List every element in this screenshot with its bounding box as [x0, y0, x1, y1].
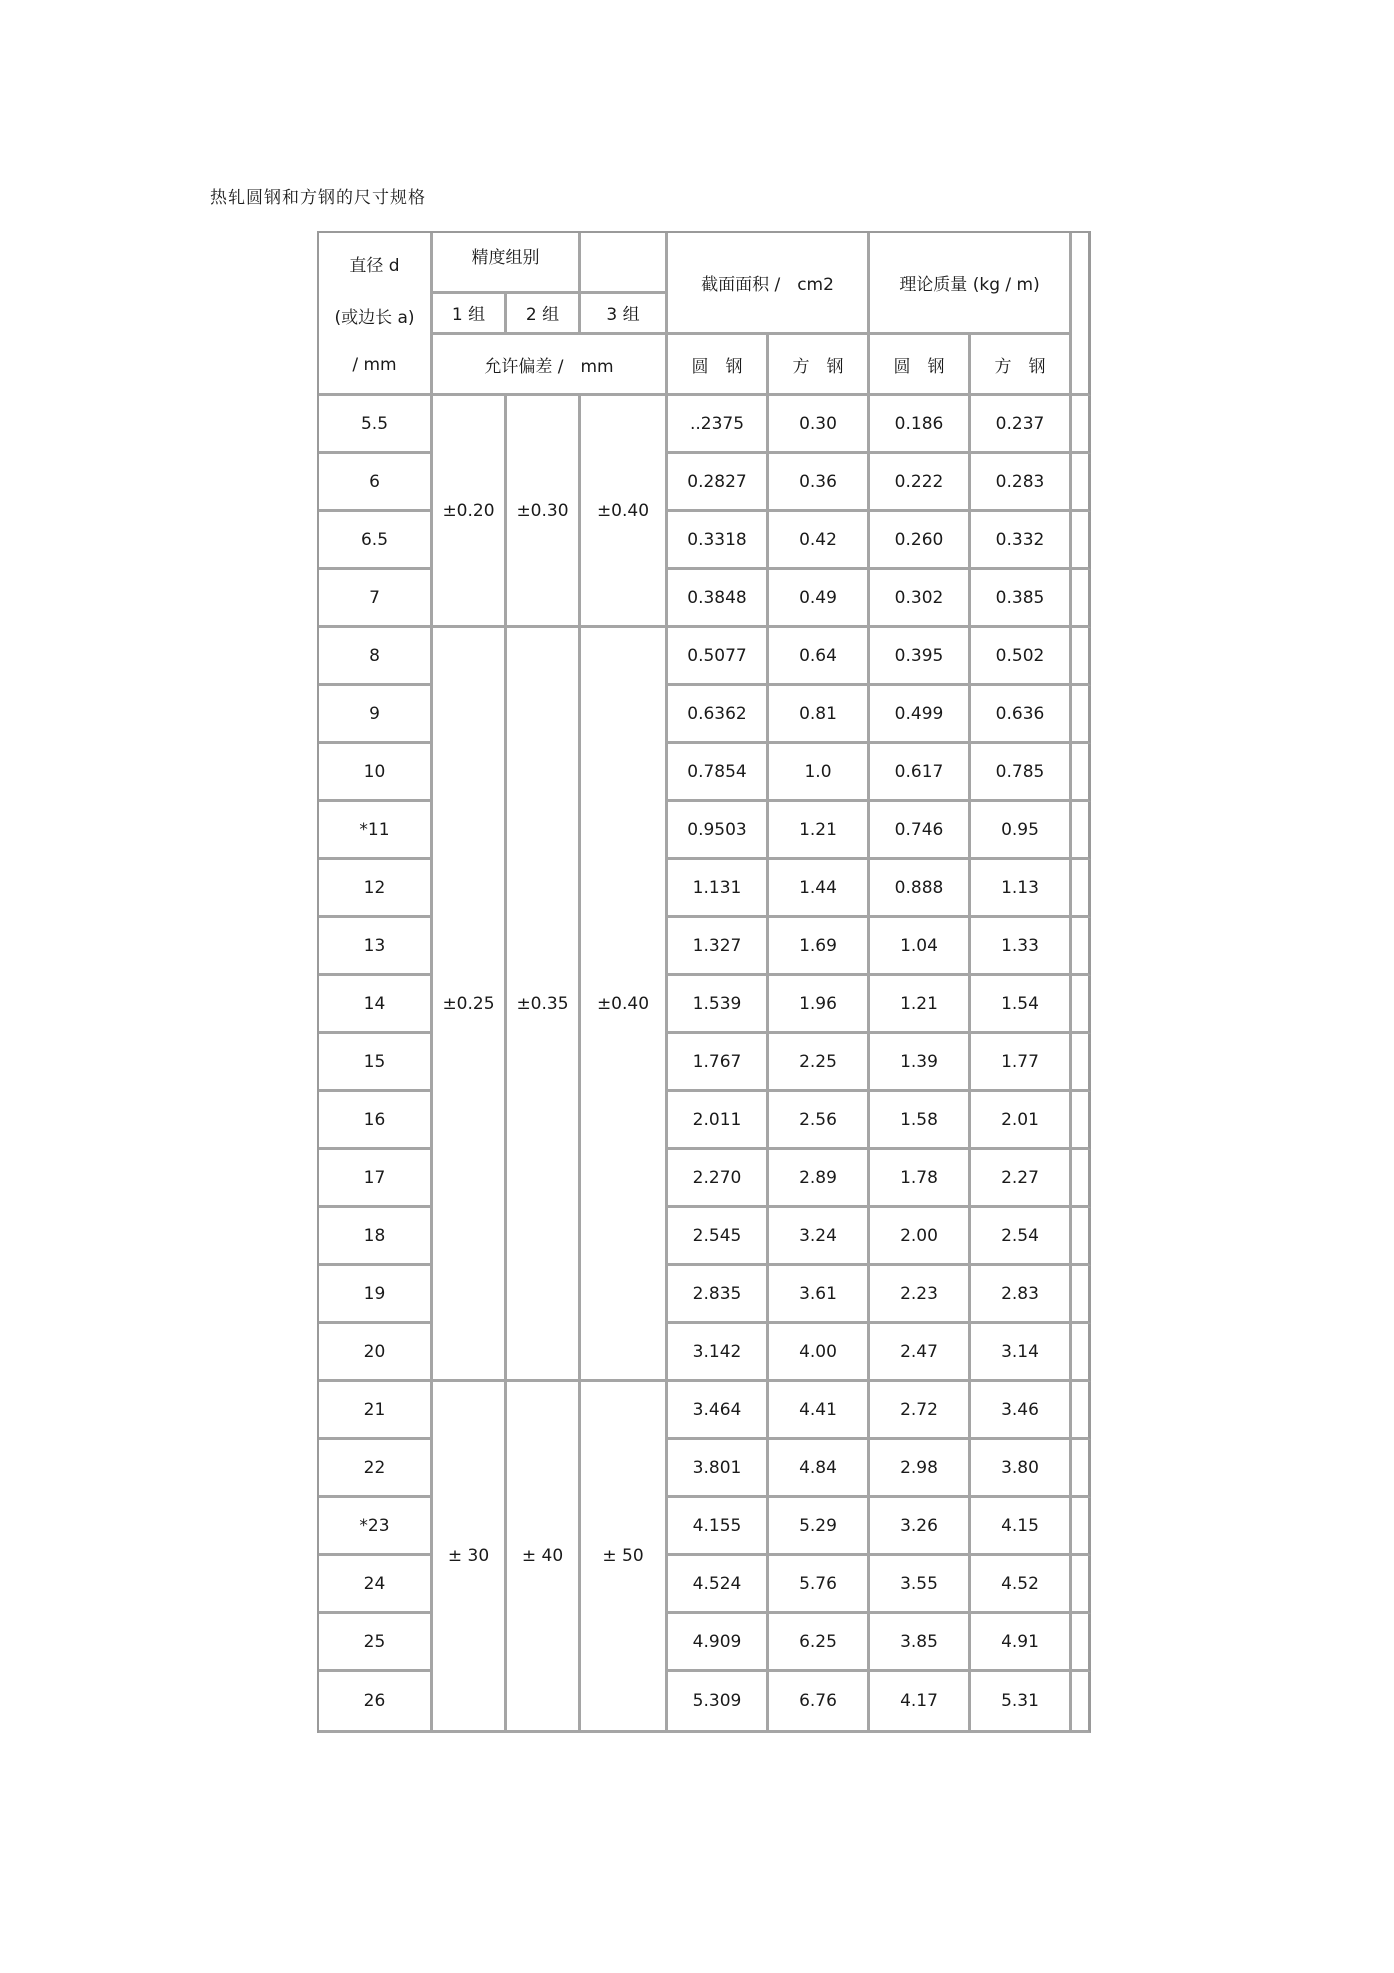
cell-mass-round: 1.21	[870, 976, 971, 1034]
cell-tolerance-group2: ±0.35	[507, 628, 581, 1382]
cell-mass-round: 1.39	[870, 1034, 971, 1092]
cell-mass-round: 3.55	[870, 1556, 971, 1614]
cell-area-round: ..2375	[668, 396, 769, 454]
cell-area-square: 4.41	[769, 1382, 870, 1440]
cell-area-square: 2.89	[769, 1150, 870, 1208]
cell-edge	[1072, 686, 1091, 744]
header-diameter	[319, 233, 433, 396]
cell-edge	[1072, 1614, 1091, 1672]
cell-area-round: 3.801	[668, 1440, 769, 1498]
cell-mass-round: 1.58	[870, 1092, 971, 1150]
cell-area-square: 1.21	[769, 802, 870, 860]
cell-diameter: 5.5	[319, 396, 433, 454]
cell-tolerance-group1: ±0.25	[433, 628, 507, 1382]
cell-area-round: 2.545	[668, 1208, 769, 1266]
cell-diameter: 26	[319, 1672, 433, 1733]
cell-area-round: 0.3848	[668, 570, 769, 628]
cell-edge	[1072, 976, 1091, 1034]
cell-area-round: 2.270	[668, 1150, 769, 1208]
cell-edge	[1072, 918, 1091, 976]
cell-edge	[1072, 744, 1091, 802]
cell-mass-round: 0.186	[870, 396, 971, 454]
cell-area-square: 0.49	[769, 570, 870, 628]
cell-mass-round: 1.78	[870, 1150, 971, 1208]
cell-diameter: 21	[319, 1382, 433, 1440]
cell-diameter: *11	[319, 802, 433, 860]
header-tolerance: 允许偏差 / mm	[433, 335, 668, 396]
cell-area-square: 3.61	[769, 1266, 870, 1324]
cell-area-square: 5.76	[769, 1556, 870, 1614]
cell-tolerance-group1: ±0.20	[433, 396, 507, 628]
cell-diameter: 19	[319, 1266, 433, 1324]
cell-diameter: 25	[319, 1614, 433, 1672]
cell-mass-square: 1.13	[971, 860, 1072, 918]
cell-area-square: 0.30	[769, 396, 870, 454]
cell-edge	[1072, 1034, 1091, 1092]
cell-area-round: 4.909	[668, 1614, 769, 1672]
cell-edge	[1072, 454, 1091, 512]
table-body	[319, 396, 1091, 1733]
cell-edge	[1072, 1498, 1091, 1556]
cell-diameter: 6.5	[319, 512, 433, 570]
cell-mass-square: 2.01	[971, 1092, 1072, 1150]
cell-mass-round: 0.888	[870, 860, 971, 918]
cell-mass-round: 0.617	[870, 744, 971, 802]
cell-edge	[1072, 1440, 1091, 1498]
cell-mass-square: 4.52	[971, 1556, 1072, 1614]
cell-edge	[1072, 1382, 1091, 1440]
cell-mass-square: 1.33	[971, 918, 1072, 976]
cell-edge	[1072, 860, 1091, 918]
cell-mass-square: 1.54	[971, 976, 1072, 1034]
cell-mass-square: 5.31	[971, 1672, 1072, 1733]
cell-mass-square: 0.385	[971, 570, 1072, 628]
cell-mass-square: 4.91	[971, 1614, 1072, 1672]
cell-mass-round: 0.260	[870, 512, 971, 570]
cell-diameter: 20	[319, 1324, 433, 1382]
page-title: 热轧圆钢和方钢的尺寸规格	[210, 188, 426, 208]
cell-mass-round: 2.47	[870, 1324, 971, 1382]
cell-mass-square: 0.502	[971, 628, 1072, 686]
cell-area-square: 4.84	[769, 1440, 870, 1498]
cell-area-round: 0.6362	[668, 686, 769, 744]
cell-tolerance-group3: ±0.40	[581, 396, 668, 628]
cell-mass-square: 0.785	[971, 744, 1072, 802]
cell-edge	[1072, 396, 1091, 454]
cell-area-square: 1.96	[769, 976, 870, 1034]
cell-area-square: 4.00	[769, 1324, 870, 1382]
cell-mass-round: 3.26	[870, 1498, 971, 1556]
cell-mass-square: 0.332	[971, 512, 1072, 570]
header-edge-column	[1072, 233, 1091, 396]
cell-diameter: 16	[319, 1092, 433, 1150]
header-mass-round: 圆 钢	[870, 335, 971, 396]
cell-diameter: *23	[319, 1498, 433, 1556]
cell-area-round: 2.011	[668, 1092, 769, 1150]
cell-edge	[1072, 570, 1091, 628]
spec-table-container	[317, 231, 1089, 1733]
header-diameter-line3: / mm	[352, 355, 397, 375]
cell-area-round: 1.767	[668, 1034, 769, 1092]
cell-mass-round: 0.302	[870, 570, 971, 628]
cell-mass-round: 4.17	[870, 1672, 971, 1733]
cell-mass-square: 0.636	[971, 686, 1072, 744]
cell-mass-round: 3.85	[870, 1614, 971, 1672]
header-diameter-line1: 直径 d	[349, 256, 400, 276]
cell-diameter: 9	[319, 686, 433, 744]
cell-mass-square: 0.237	[971, 396, 1072, 454]
header-group2: 2 组	[507, 294, 581, 336]
cell-diameter: 6	[319, 454, 433, 512]
header-blank	[581, 233, 668, 294]
cell-edge	[1072, 1672, 1091, 1733]
cell-mass-round: 0.746	[870, 802, 971, 860]
cell-area-square: 2.56	[769, 1092, 870, 1150]
header-area-round: 圆 钢	[668, 335, 769, 396]
cell-mass-square: 0.95	[971, 802, 1072, 860]
cell-area-square: 0.36	[769, 454, 870, 512]
cell-diameter: 22	[319, 1440, 433, 1498]
cell-edge	[1072, 1150, 1091, 1208]
cell-area-round: 3.464	[668, 1382, 769, 1440]
cell-area-round: 1.539	[668, 976, 769, 1034]
header-theoretical-mass: 理论质量 (kg / m)	[870, 233, 1072, 335]
cell-area-round: 1.327	[668, 918, 769, 976]
cell-mass-round: 1.04	[870, 918, 971, 976]
cell-edge	[1072, 512, 1091, 570]
cell-mass-square: 0.283	[971, 454, 1072, 512]
cell-area-square: 1.0	[769, 744, 870, 802]
cell-edge	[1072, 1092, 1091, 1150]
table-row	[319, 1382, 1091, 1440]
cell-diameter: 13	[319, 918, 433, 976]
cell-mass-square: 2.54	[971, 1208, 1072, 1266]
cell-area-round: 0.5077	[668, 628, 769, 686]
header-group1: 1 组	[433, 294, 507, 336]
cell-edge	[1072, 1324, 1091, 1382]
cell-diameter: 24	[319, 1556, 433, 1614]
header-group3: 3 组	[581, 294, 668, 336]
header-diameter-line2: (或边长 a)	[334, 308, 415, 328]
cell-tolerance-group2: ±0.30	[507, 396, 581, 628]
cell-area-round: 1.131	[668, 860, 769, 918]
cell-mass-square: 4.15	[971, 1498, 1072, 1556]
cell-mass-round: 2.23	[870, 1266, 971, 1324]
cell-diameter: 12	[319, 860, 433, 918]
cell-tolerance-group3: ±0.40	[581, 628, 668, 1382]
spec-table	[317, 231, 1091, 1733]
cell-tolerance-group3: ± 50	[581, 1382, 668, 1733]
header-section-area: 截面面积 / cm2	[668, 233, 870, 335]
cell-mass-round: 2.98	[870, 1440, 971, 1498]
cell-mass-round: 2.72	[870, 1382, 971, 1440]
cell-area-square: 3.24	[769, 1208, 870, 1266]
cell-mass-round: 0.395	[870, 628, 971, 686]
cell-edge	[1072, 628, 1091, 686]
cell-edge	[1072, 1266, 1091, 1324]
cell-area-round: 0.2827	[668, 454, 769, 512]
cell-area-round: 0.3318	[668, 512, 769, 570]
cell-area-square: 6.76	[769, 1672, 870, 1733]
cell-area-square: 6.25	[769, 1614, 870, 1672]
cell-tolerance-group2: ± 40	[507, 1382, 581, 1733]
cell-area-square: 0.81	[769, 686, 870, 744]
cell-mass-round: 0.499	[870, 686, 971, 744]
cell-area-square: 2.25	[769, 1034, 870, 1092]
cell-mass-square: 2.83	[971, 1266, 1072, 1324]
cell-area-round: 0.7854	[668, 744, 769, 802]
cell-diameter: 14	[319, 976, 433, 1034]
cell-mass-square: 3.46	[971, 1382, 1072, 1440]
cell-mass-square: 1.77	[971, 1034, 1072, 1092]
table-row	[319, 628, 1091, 686]
header-precision-group: 精度组别	[433, 233, 581, 294]
cell-diameter: 10	[319, 744, 433, 802]
cell-mass-square: 2.27	[971, 1150, 1072, 1208]
cell-area-square: 1.69	[769, 918, 870, 976]
cell-mass-square: 3.80	[971, 1440, 1072, 1498]
cell-diameter: 17	[319, 1150, 433, 1208]
header-area-square: 方 钢	[769, 335, 870, 396]
cell-area-square: 5.29	[769, 1498, 870, 1556]
cell-area-round: 4.155	[668, 1498, 769, 1556]
cell-area-round: 3.142	[668, 1324, 769, 1382]
cell-mass-square: 3.14	[971, 1324, 1072, 1382]
cell-mass-round: 0.222	[870, 454, 971, 512]
cell-area-round: 0.9503	[668, 802, 769, 860]
cell-area-round: 4.524	[668, 1556, 769, 1614]
cell-diameter: 18	[319, 1208, 433, 1266]
table-header	[319, 233, 1091, 396]
cell-area-square: 0.42	[769, 512, 870, 570]
cell-diameter: 15	[319, 1034, 433, 1092]
cell-area-square: 1.44	[769, 860, 870, 918]
cell-area-round: 2.835	[668, 1266, 769, 1324]
cell-tolerance-group1: ± 30	[433, 1382, 507, 1733]
cell-area-square: 0.64	[769, 628, 870, 686]
header-mass-square: 方 钢	[971, 335, 1072, 396]
cell-area-round: 5.309	[668, 1672, 769, 1733]
cell-edge	[1072, 802, 1091, 860]
cell-diameter: 7	[319, 570, 433, 628]
cell-edge	[1072, 1556, 1091, 1614]
cell-mass-round: 2.00	[870, 1208, 971, 1266]
cell-edge	[1072, 1208, 1091, 1266]
table-row	[319, 396, 1091, 454]
cell-diameter: 8	[319, 628, 433, 686]
